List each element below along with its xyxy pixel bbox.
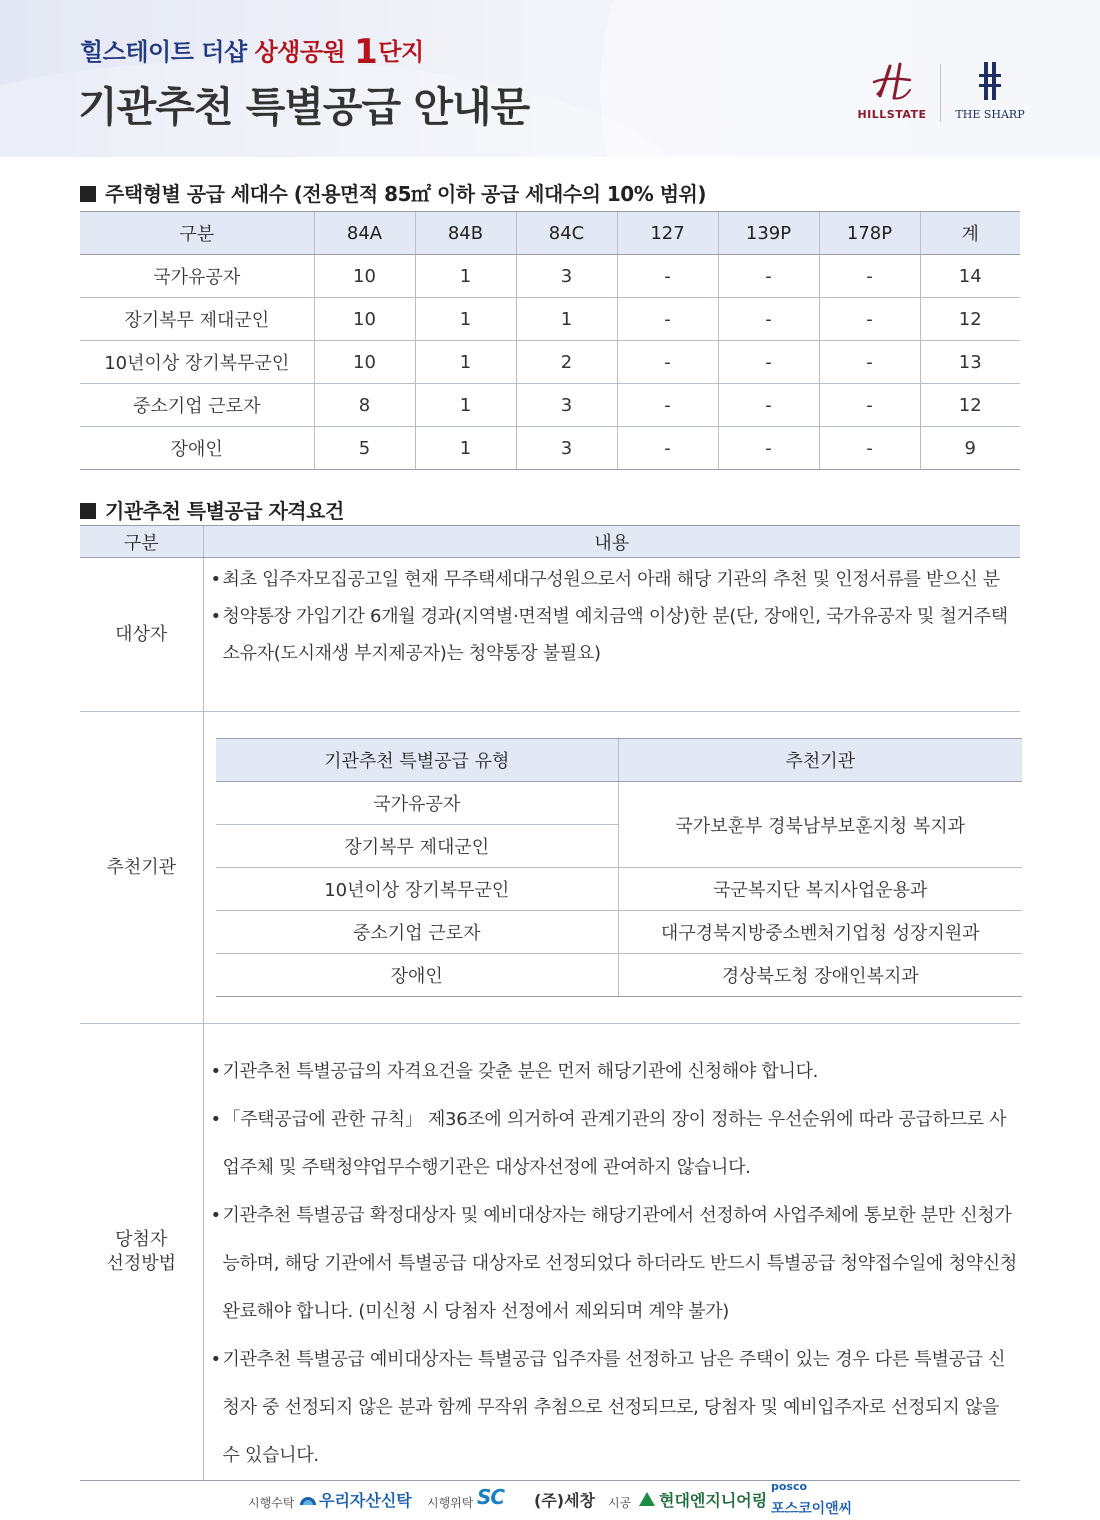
col-header: 기관추천 특별공급 유형 — [216, 739, 619, 782]
table-cell: - — [617, 341, 718, 384]
table-cell: 1 — [415, 427, 516, 470]
thesharp-logo — [948, 60, 1032, 128]
table-cell: 1 — [415, 384, 516, 427]
table-cell: 국가보훈부 경북남부보훈지청 복지과 — [619, 782, 1022, 868]
hillstate-text: HILLSTATE — [857, 108, 927, 121]
table-header-row — [80, 526, 1020, 558]
table-cell: 13 — [920, 341, 1020, 384]
table-cell: 3 — [516, 427, 617, 470]
eligibility-table — [80, 525, 1020, 1481]
row-label-line: 당첨자 — [115, 1229, 168, 1250]
col-header: 139P — [718, 212, 819, 255]
table-cell: 10 — [314, 298, 415, 341]
table-row — [80, 341, 1020, 384]
section-supply-units-title: 주택형별 공급 세대수 (전용면적 85㎡ 이하 공급 세대수의 10% 범위) — [80, 178, 706, 207]
table-cell: 3 — [516, 384, 617, 427]
table-cell: 12 — [920, 384, 1020, 427]
table-cell: 장기복무 제대군인 — [216, 825, 619, 868]
table-header-row — [216, 739, 1022, 782]
col-header: 계 — [920, 212, 1020, 255]
section-eligibility-title: 기관추천 특별공급 자격요건 — [80, 495, 344, 524]
table-cell: 10 — [314, 341, 415, 384]
table-cell: 3 — [516, 255, 617, 298]
hyundai-logo: 현대엔지니어링 — [659, 1491, 768, 1510]
sharp-mark-icon — [975, 60, 1005, 102]
row-label-line: 선정방법 — [106, 1253, 177, 1274]
table-row — [216, 782, 1022, 825]
table-cell: - — [617, 427, 718, 470]
complex-name: 힐스테이트 더샵 상생공원 1단지 — [80, 32, 424, 72]
table-row — [80, 427, 1020, 470]
table-cell: 장애인 — [216, 954, 619, 997]
table-cell: 5 — [314, 427, 415, 470]
col-header: 84C — [516, 212, 617, 255]
col-header: 구분 — [80, 526, 203, 558]
footer-credits — [0, 1480, 1100, 1520]
row-content — [203, 558, 1020, 712]
sechang-logo: (주)세창 — [534, 1491, 595, 1510]
col-header: 84A — [314, 212, 415, 255]
woori-logo: 우리자산신탁 — [319, 1491, 412, 1510]
col-header: 내용 — [203, 526, 1020, 558]
table-cell: 10년이상 장기복무군인 — [80, 341, 314, 384]
list-item: • 기관추천 특별공급의 자격요건을 갖춘 분은 먼저 해당기관에 신청해야 합니다. — [204, 1048, 1021, 1096]
hillstate-h-icon — [870, 60, 914, 102]
table-cell: - — [617, 255, 718, 298]
table-cell: - — [718, 427, 819, 470]
table-cell: 국가유공자 — [80, 255, 314, 298]
table-cell: - — [718, 384, 819, 427]
table-row — [80, 298, 1020, 341]
table-cell: 중소기업 근로자 — [80, 384, 314, 427]
header-banner — [0, 0, 1100, 157]
page-title: 기관추천 특별공급 안내문 — [78, 83, 530, 131]
table-row — [80, 712, 1020, 1024]
table-row — [80, 384, 1020, 427]
table-cell: 2 — [516, 341, 617, 384]
table-cell: 경상북도청 장애인복지과 — [619, 954, 1022, 997]
table-cell: 14 — [920, 255, 1020, 298]
col-header: 127 — [617, 212, 718, 255]
table-cell: - — [819, 427, 920, 470]
table-row — [216, 911, 1022, 954]
table-cell: 장애인 — [80, 427, 314, 470]
table-cell: 10년이상 장기복무군인 — [216, 868, 619, 911]
table-cell: 9 — [920, 427, 1020, 470]
list-item: • 기관추천 특별공급 예비대상자는 특별공급 입주자를 선정하고 남은 주택이 있는 경우 다른 특별공급 신청자 중 선정되지 않은 분과 함께 무작위 추첨으로 선정되므로, 당첨자 및 예비입주자로 선정되지 않을 수 있습니다. — [204, 1336, 1021, 1480]
table-cell: 1 — [516, 298, 617, 341]
row-content — [203, 1024, 1020, 1481]
table-cell: 1 — [415, 341, 516, 384]
hillstate-logo — [852, 60, 932, 128]
row-label — [80, 1024, 203, 1481]
list-item: • 「주택공급에 관한 규칙」 제36조에 의거하여 관계기관의 장이 정하는 우선순위에 따라 공급하므로 사업주체 및 주택청약업무수행기관은 대상자선정에 관여하지 않습니다. — [204, 1096, 1021, 1192]
thesharp-text: THE SHARP — [955, 108, 1025, 121]
col-header: 구분 — [80, 212, 314, 255]
builder-label: 시공 — [608, 1496, 632, 1510]
trustee-label: 시행수탁 — [248, 1496, 295, 1510]
table-row — [80, 255, 1020, 298]
table-row — [80, 1024, 1020, 1481]
table-cell: 대구경북지방중소벤처기업청 성장지원과 — [619, 911, 1022, 954]
list-item: • 청약통장 가입기간 6개월 경과(지역별·면적별 예치금액 이상)한 분(단, 장애인, 국가유공자 및 철거주택 소유자(도시재생 부지제공자)는 청약통장 불필요) — [204, 598, 1021, 672]
table-cell: 중소기업 근로자 — [216, 911, 619, 954]
table-cell: - — [718, 341, 819, 384]
agency-table — [216, 738, 1022, 997]
table-cell: 국군복지단 복지사업운용과 — [619, 868, 1022, 911]
table-cell: 8 — [314, 384, 415, 427]
woori-logo-icon — [299, 1493, 317, 1507]
row-label: 추천기관 — [80, 712, 203, 1024]
sc-logo: SC — [477, 1485, 505, 1509]
posco-enc-logo: 포스코이앤씨 — [771, 1501, 853, 1517]
table-cell: 국가유공자 — [216, 782, 619, 825]
square-bullet-icon — [80, 503, 96, 519]
hyundai-logo-icon — [638, 1491, 656, 1507]
table-cell: - — [819, 298, 920, 341]
table-header-row — [80, 212, 1020, 255]
table-cell: 1 — [415, 255, 516, 298]
table-row — [80, 558, 1020, 712]
table-cell: - — [819, 384, 920, 427]
col-header: 추천기관 — [619, 739, 1022, 782]
delegate-label: 시행위탁 — [427, 1496, 474, 1510]
table-cell: - — [718, 298, 819, 341]
table-cell: - — [819, 341, 920, 384]
row-content — [203, 712, 1020, 1024]
brand-logos — [852, 60, 1032, 128]
row-label: 대상자 — [80, 558, 203, 712]
logo-divider — [940, 64, 941, 122]
posco-small-logo: posco — [771, 1480, 808, 1493]
table-row — [216, 954, 1022, 997]
table-cell: - — [617, 298, 718, 341]
table-cell: - — [617, 384, 718, 427]
col-header: 178P — [819, 212, 920, 255]
table-cell: 1 — [415, 298, 516, 341]
square-bullet-icon — [80, 186, 96, 202]
supply-units-table — [80, 211, 1020, 470]
list-item: • 기관추천 특별공급 확정대상자 및 예비대상자는 해당기관에서 선정하여 사업주체에 통보한 분만 신청가능하며, 해당 기관에서 특별공급 대상자로 선정되었다 하더라도 반드시 특별공급 청약접수일에 청약신청 완료해야 합니다. (미신청 시 당첨자 선정에서 제외되며 계약 불가) — [204, 1192, 1021, 1336]
table-cell: 10 — [314, 255, 415, 298]
table-cell: 장기복무 제대군인 — [80, 298, 314, 341]
col-header: 84B — [415, 212, 516, 255]
table-row — [216, 868, 1022, 911]
list-item: • 최초 입주자모집공고일 현재 무주택세대구성원으로서 아래 해당 기관의 추천 및 인정서류를 받으신 분 — [204, 561, 1021, 598]
table-cell: - — [819, 255, 920, 298]
table-cell: - — [718, 255, 819, 298]
table-cell: 12 — [920, 298, 1020, 341]
